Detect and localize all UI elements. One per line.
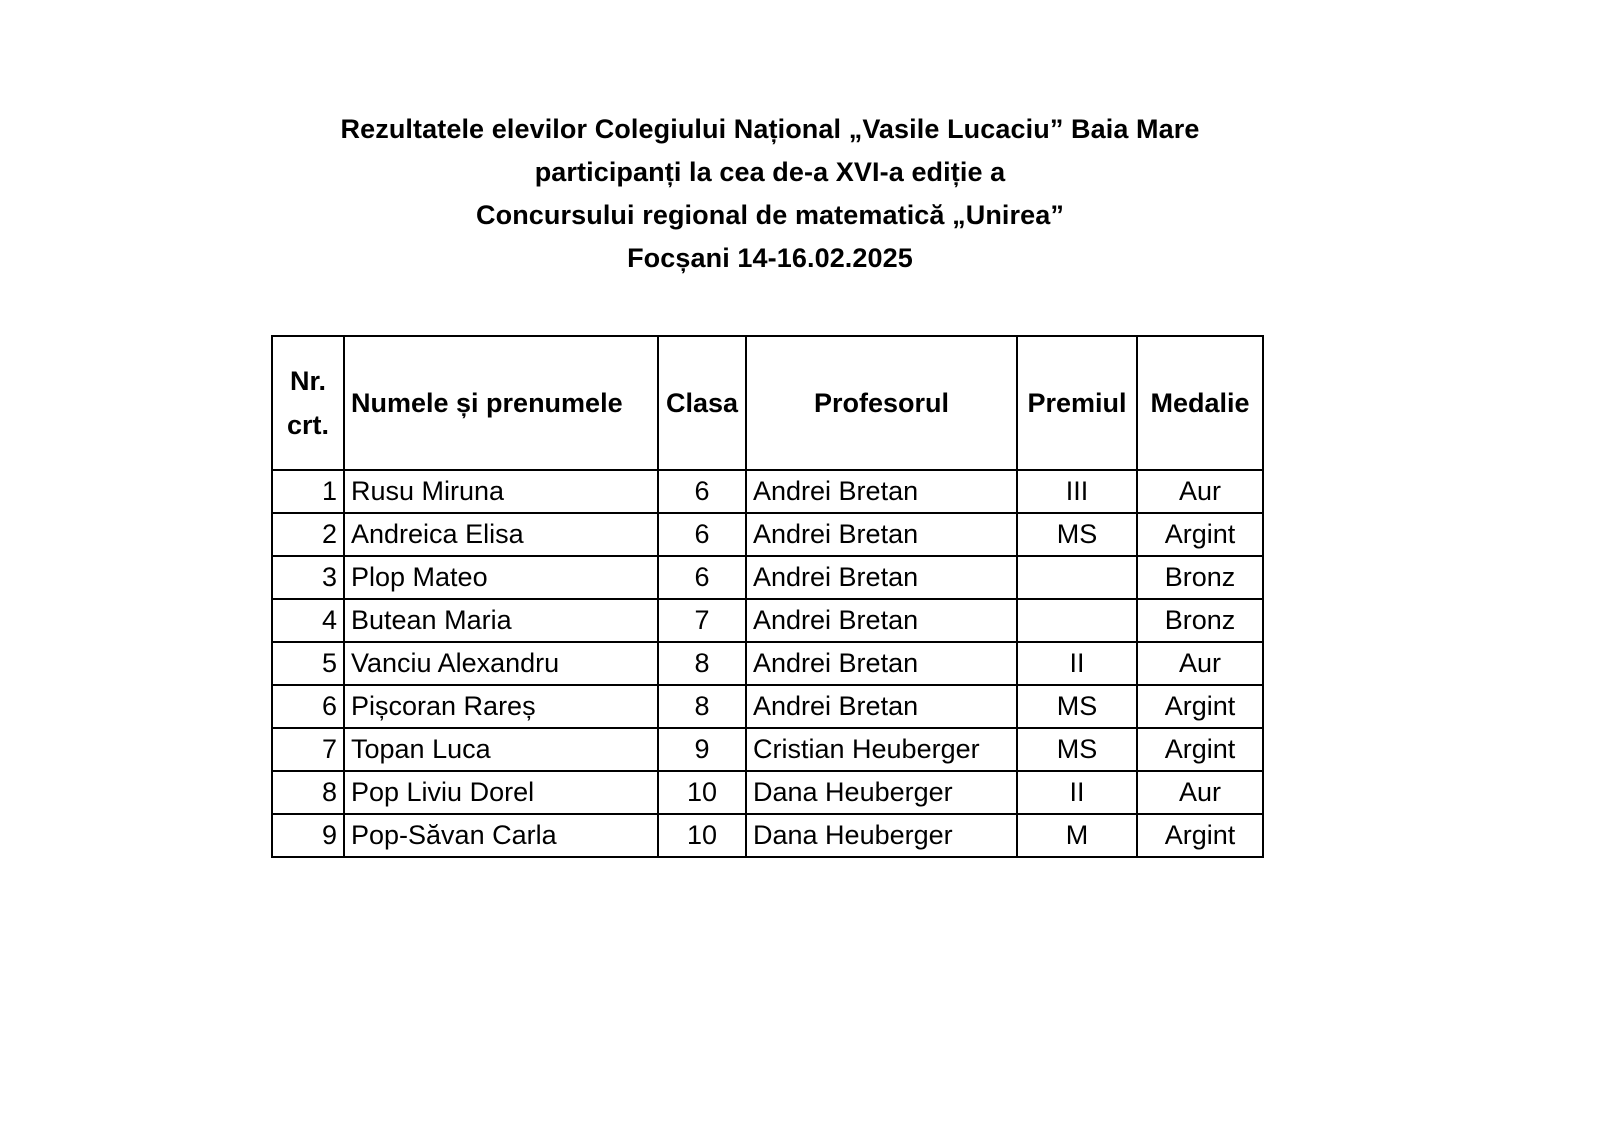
cell-nr: 1 [272,470,344,513]
header-nume: Numele și prenumele [344,336,658,470]
cell-nume: Pișcoran Rareș [344,685,658,728]
cell-nr: 3 [272,556,344,599]
cell-nume: Plop Mateo [344,556,658,599]
cell-clasa: 10 [658,814,746,857]
document-title [0,108,1540,280]
cell-clasa: 6 [658,470,746,513]
cell-premiu: MS [1017,728,1137,771]
table-row [272,814,1263,857]
cell-medalie: Aur [1137,642,1263,685]
header-row [272,336,1263,470]
cell-premiu: II [1017,771,1137,814]
cell-premiu [1017,599,1137,642]
header-clasa: Clasa [658,336,746,470]
header-premiu: Premiul [1017,336,1137,470]
cell-profesor: Andrei Bretan [746,470,1017,513]
cell-clasa: 8 [658,685,746,728]
cell-medalie: Argint [1137,728,1263,771]
title-line-3: Concursului regional de matematică „Unirea” [476,200,1064,230]
cell-nume: Vanciu Alexandru [344,642,658,685]
table-row [272,642,1263,685]
cell-nume: Rusu Miruna [344,470,658,513]
cell-medalie: Aur [1137,771,1263,814]
cell-clasa: 9 [658,728,746,771]
cell-nr: 8 [272,771,344,814]
cell-profesor: Andrei Bretan [746,642,1017,685]
table-row [272,556,1263,599]
table-row [272,771,1263,814]
cell-nr: 2 [272,513,344,556]
table-row [272,728,1263,771]
table-row [272,599,1263,642]
header-profesor: Profesorul [746,336,1017,470]
cell-medalie: Bronz [1137,599,1263,642]
header-nr-line2: crt. [286,410,330,440]
title-line-2: participanți la cea de-a XVI-a ediție a [534,157,1006,187]
table-row [272,513,1263,556]
cell-nr: 4 [272,599,344,642]
results-table [271,335,1264,858]
cell-profesor: Andrei Bretan [746,685,1017,728]
cell-nr: 5 [272,642,344,685]
cell-premiu: II [1017,642,1137,685]
cell-medalie: Aur [1137,470,1263,513]
cell-medalie: Argint [1137,513,1263,556]
cell-profesor: Andrei Bretan [746,556,1017,599]
cell-profesor: Andrei Bretan [746,599,1017,642]
cell-medalie: Argint [1137,685,1263,728]
cell-nume: Butean Maria [344,599,658,642]
cell-profesor: Andrei Bretan [746,513,1017,556]
cell-premiu: MS [1017,685,1137,728]
header-medalie: Medalie [1137,336,1263,470]
cell-nr: 7 [272,728,344,771]
cell-profesor: Dana Heuberger [746,814,1017,857]
cell-clasa: 8 [658,642,746,685]
cell-nr: 9 [272,814,344,857]
header-nr-line1: Nr. [289,366,327,396]
cell-premiu [1017,556,1137,599]
cell-premiu: MS [1017,513,1137,556]
cell-nume: Pop-Săvan Carla [344,814,658,857]
table-row [272,685,1263,728]
cell-premiu: III [1017,470,1137,513]
title-line-4: Focșani 14-16.02.2025 [627,243,913,273]
cell-medalie: Argint [1137,814,1263,857]
cell-profesor: Dana Heuberger [746,771,1017,814]
cell-clasa: 6 [658,513,746,556]
title-line-1: Rezultatele elevilor Colegiului Național „Vasile Lucaciu” Baia Mare [340,114,1200,144]
cell-clasa: 7 [658,599,746,642]
cell-nume: Pop Liviu Dorel [344,771,658,814]
cell-nume: Topan Luca [344,728,658,771]
cell-nume: Andreica Elisa [344,513,658,556]
header-nr-crt [272,336,344,470]
cell-medalie: Bronz [1137,556,1263,599]
cell-profesor: Cristian Heuberger [746,728,1017,771]
table-row [272,470,1263,513]
cell-clasa: 6 [658,556,746,599]
cell-clasa: 10 [658,771,746,814]
cell-nr: 6 [272,685,344,728]
cell-premiu: M [1017,814,1137,857]
